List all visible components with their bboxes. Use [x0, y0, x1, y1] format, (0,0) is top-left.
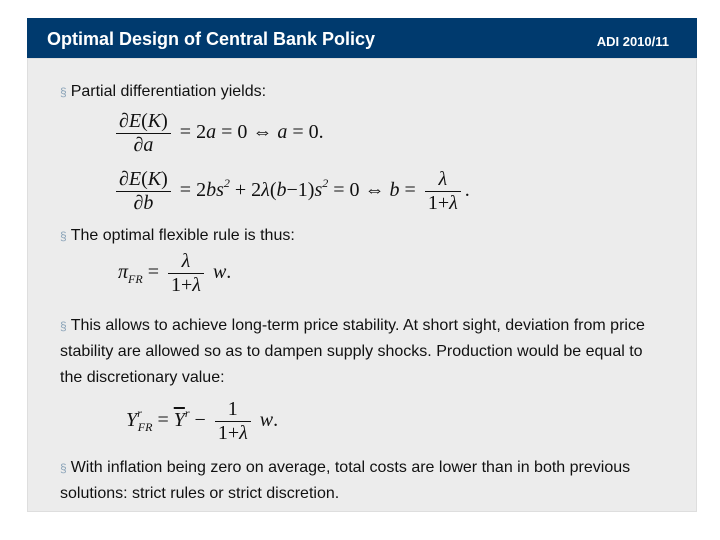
- bullet-text: The optimal flexible rule is thus:: [70, 227, 295, 244]
- bullet-price-stability: [60, 313, 650, 391]
- equation-pi-fr: $\pi_{FR}$ = $\frac{\lambda}{1+\lambda}$ w.: [118, 250, 232, 296]
- bullet-mark: §: [60, 85, 67, 99]
- slide-header: [27, 18, 697, 58]
- bullet-mark: §: [60, 319, 67, 333]
- bullet-text: With inflation being zero on average, total costs are lower than in both previous solutions: strict rules or strict discretion.: [60, 459, 631, 502]
- slide-title: Optimal Design of Central Bank Policy: [47, 29, 376, 49]
- bullet-mark: §: [60, 461, 67, 475]
- bullet-text: Partial differentiation yields:: [70, 83, 267, 100]
- equation-db: $\frac{\partial E(K)}{\partial b}$ = $2bs^2 + 2\lambda(b-1)s^2 = 0$ ⇔ b = $\frac{\lambda}{1+\lambda}$ .: [112, 168, 470, 215]
- bullet-mark: §: [60, 229, 67, 243]
- equation-y-fr: $Y^r_{FR} = \overline{Y}^r$ − $\frac{1}{1+\lambda}$ w.: [126, 398, 279, 444]
- equation-da: $\frac{\partial E(K)}{\partial a}$ = 2a = 0 ⇔ a = 0.: [112, 110, 324, 157]
- bullet-total-costs: [60, 455, 650, 507]
- bullet-partial-diff: [60, 79, 680, 105]
- course-code: ADI 2010/11: [596, 34, 669, 49]
- bullet-text: This allows to achieve long-term price stability. At short sight, deviation from price stability are allowed so as to dampen supply shocks. Production would be equal to the discretionary value:: [60, 317, 645, 386]
- bullet-flexible-rule: [60, 223, 680, 249]
